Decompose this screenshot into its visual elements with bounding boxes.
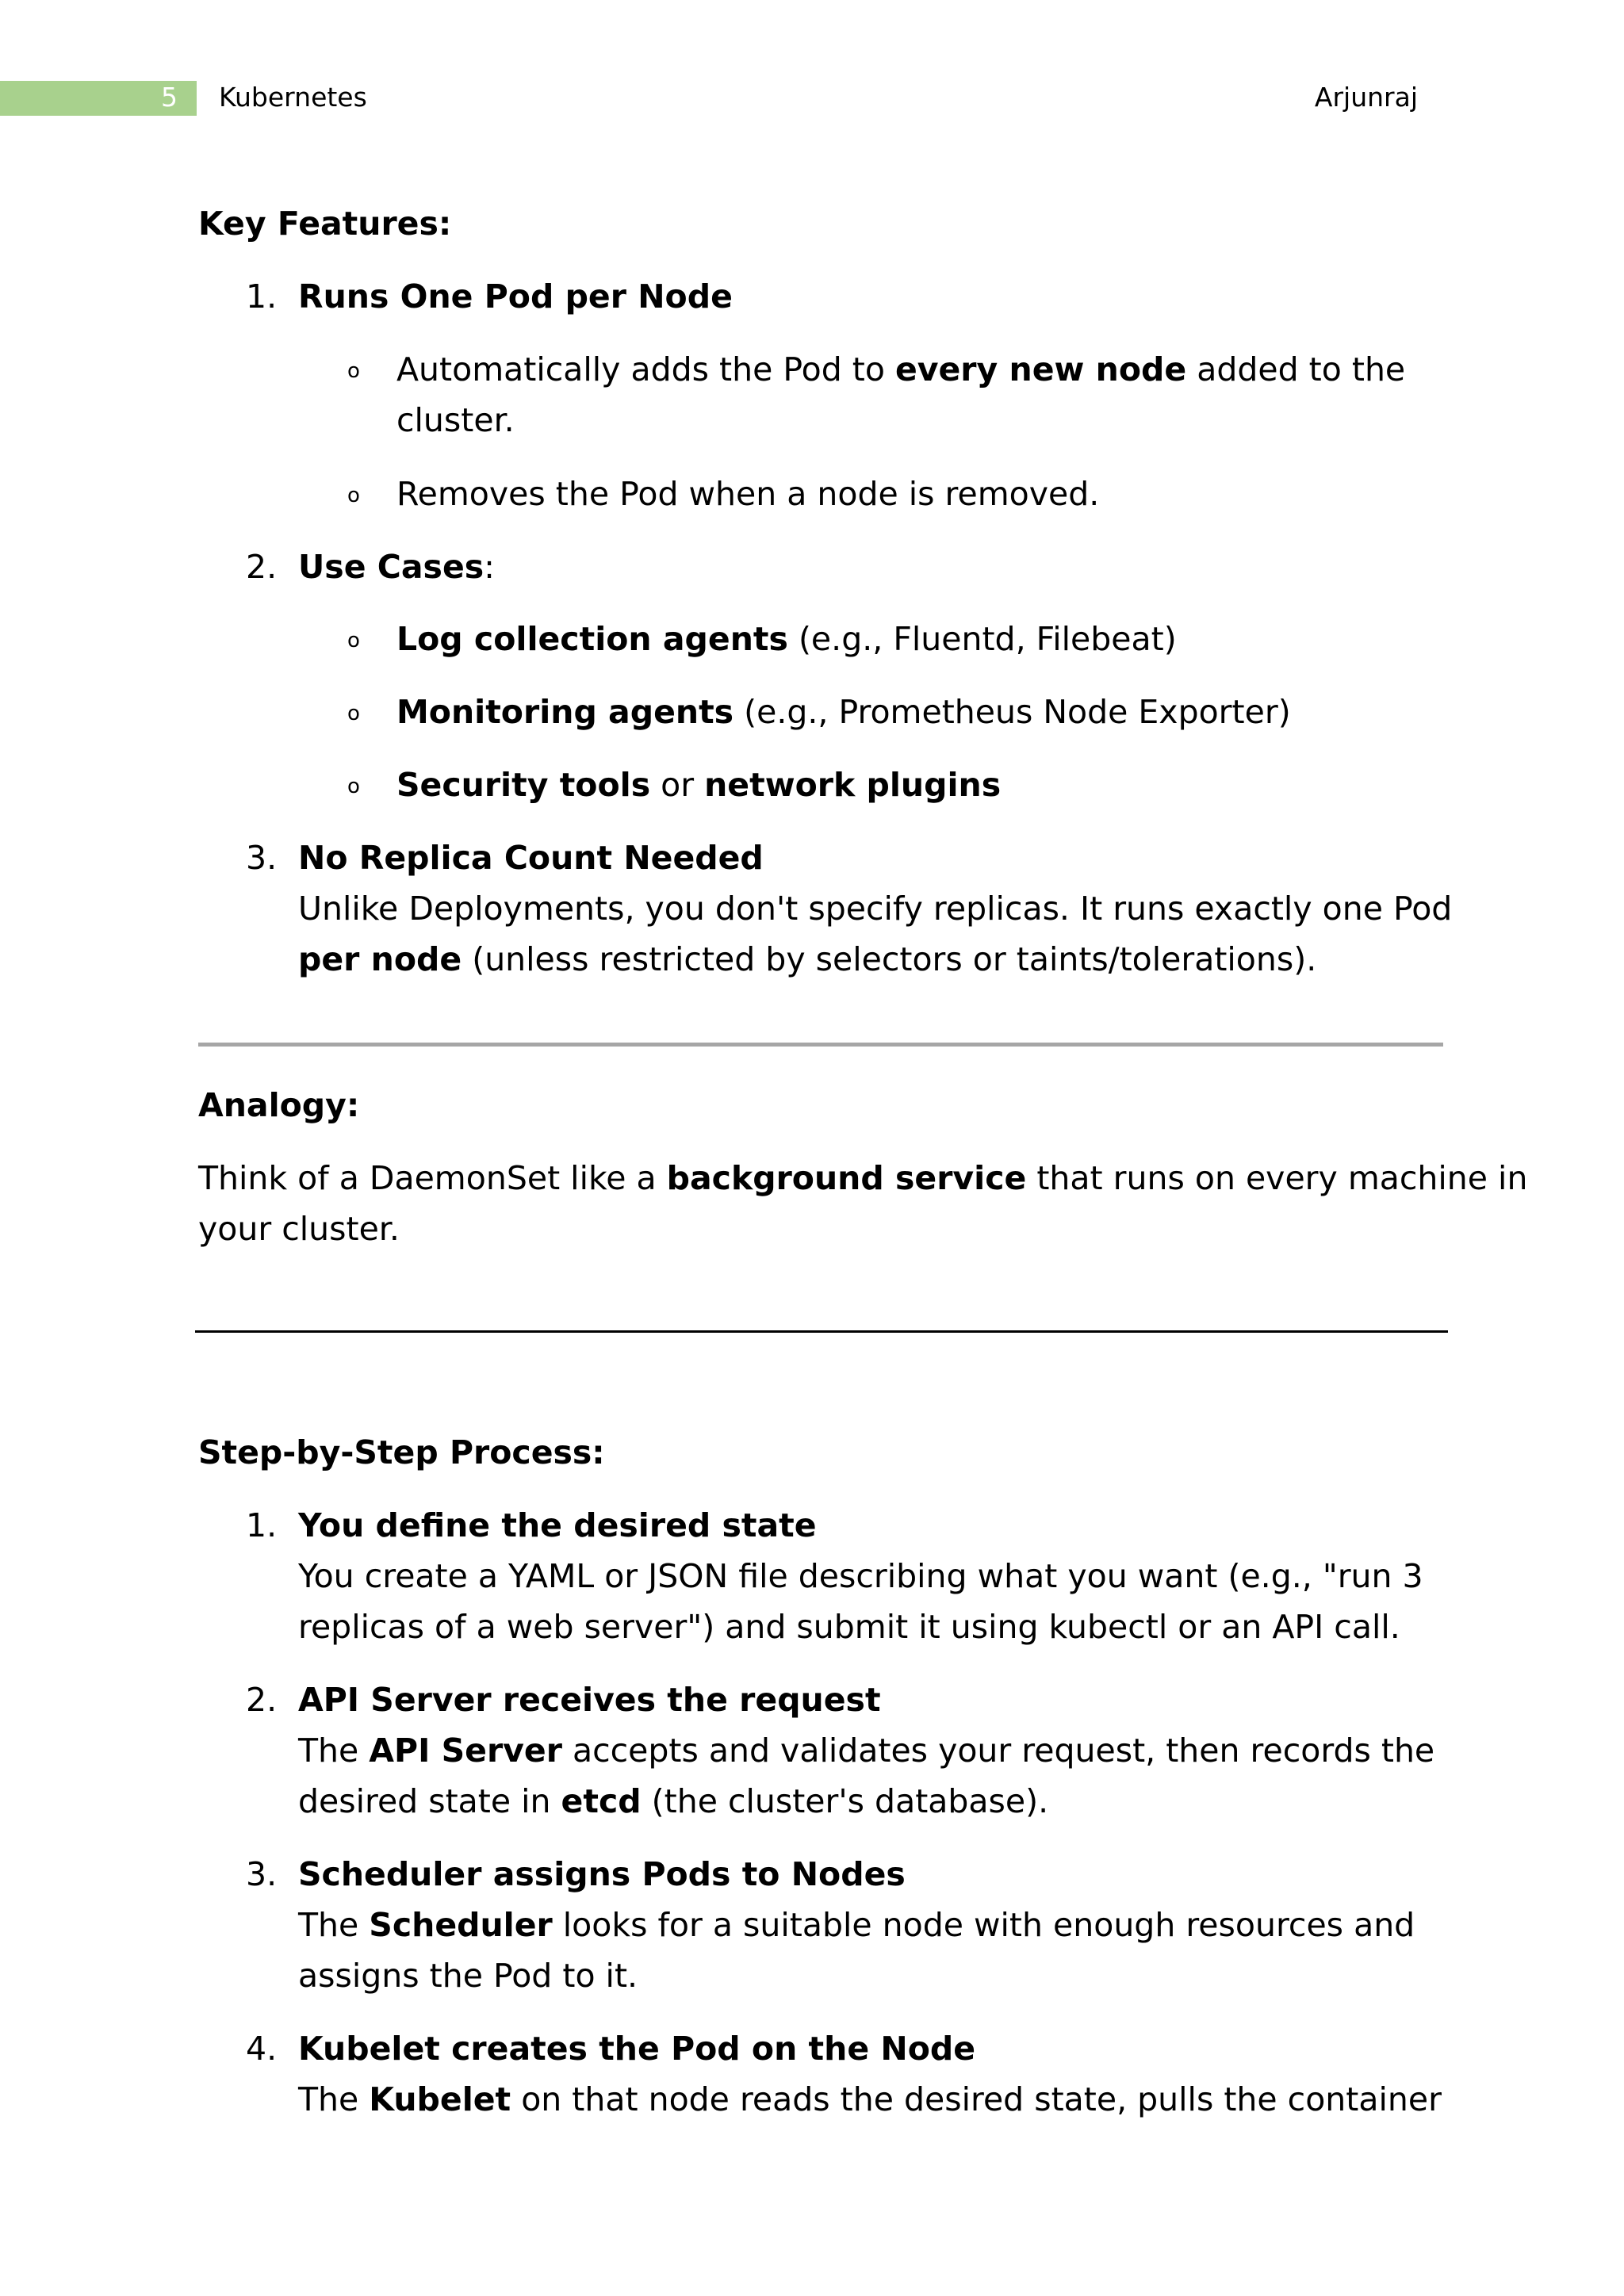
list-item: Monitoring agents (e.g., Prometheus Node Exporter)	[396, 693, 1291, 731]
header-title: Kubernetes	[219, 82, 367, 113]
step-description: You create a YAML or JSON file describing what you want (e.g., "run 3	[298, 1557, 1423, 1595]
list-item: Log collection agents (e.g., Fluentd, Filebeat)	[396, 620, 1177, 658]
bullet-icon: o	[347, 629, 360, 652]
analogy-text: Think of a DaemonSet like a background service that runs on every machine in	[198, 1159, 1528, 1197]
section-divider	[195, 1330, 1448, 1333]
feature-description: per node (unless restricted by selectors or taints/tolerations).	[298, 940, 1317, 978]
header-author: Arjunraj	[1314, 82, 1418, 113]
list-item-continuation: cluster.	[396, 401, 515, 439]
list-number: 3.	[246, 839, 278, 877]
step-number: 2.	[246, 1681, 278, 1719]
step-description: desired state in etcd (the cluster's database).	[298, 1782, 1049, 1820]
list-item: Automatically adds the Pod to every new node added to the	[396, 350, 1406, 388]
step-number: 4.	[246, 2030, 278, 2068]
step-title: You define the desired state	[298, 1506, 817, 1544]
step-title: API Server receives the request	[298, 1681, 881, 1719]
process-heading: Step-by-Step Process:	[198, 1433, 605, 1471]
step-number: 3.	[246, 1855, 278, 1893]
bullet-icon: o	[347, 775, 360, 798]
analogy-heading: Analogy:	[198, 1086, 360, 1124]
feature-description: Unlike Deployments, you don't specify replicas. It runs exactly one Pod	[298, 890, 1453, 928]
feature-title: Use Cases:	[298, 548, 495, 586]
key-features-heading: Key Features:	[198, 205, 452, 243]
section-divider	[198, 1043, 1443, 1047]
step-title: Kubelet creates the Pod on the Node	[298, 2030, 976, 2068]
step-description: The API Server accepts and validates your request, then records the	[298, 1732, 1435, 1770]
analogy-text-continuation: your cluster.	[198, 1210, 400, 1248]
bullet-icon: o	[347, 484, 360, 507]
list-item: Removes the Pod when a node is removed.	[396, 475, 1100, 513]
step-number: 1.	[246, 1506, 278, 1544]
list-number: 2.	[246, 548, 278, 586]
bullet-icon: o	[347, 702, 360, 725]
list-item: Security tools or network plugins	[396, 766, 1002, 804]
bullet-icon: o	[347, 359, 360, 383]
page-number: 5	[161, 82, 178, 113]
step-description: The Scheduler looks for a suitable node with enough resources and	[298, 1906, 1415, 1944]
step-description: The Kubelet on that node reads the desired state, pulls the container	[298, 2080, 1442, 2118]
step-description: assigns the Pod to it.	[298, 1957, 638, 1995]
feature-title: No Replica Count Needed	[298, 839, 764, 877]
step-title: Scheduler assigns Pods to Nodes	[298, 1855, 906, 1893]
feature-title: Runs One Pod per Node	[298, 277, 733, 316]
list-number: 1.	[246, 277, 278, 316]
step-description: replicas of a web server") and submit it using kubectl or an API call.	[298, 1608, 1400, 1646]
